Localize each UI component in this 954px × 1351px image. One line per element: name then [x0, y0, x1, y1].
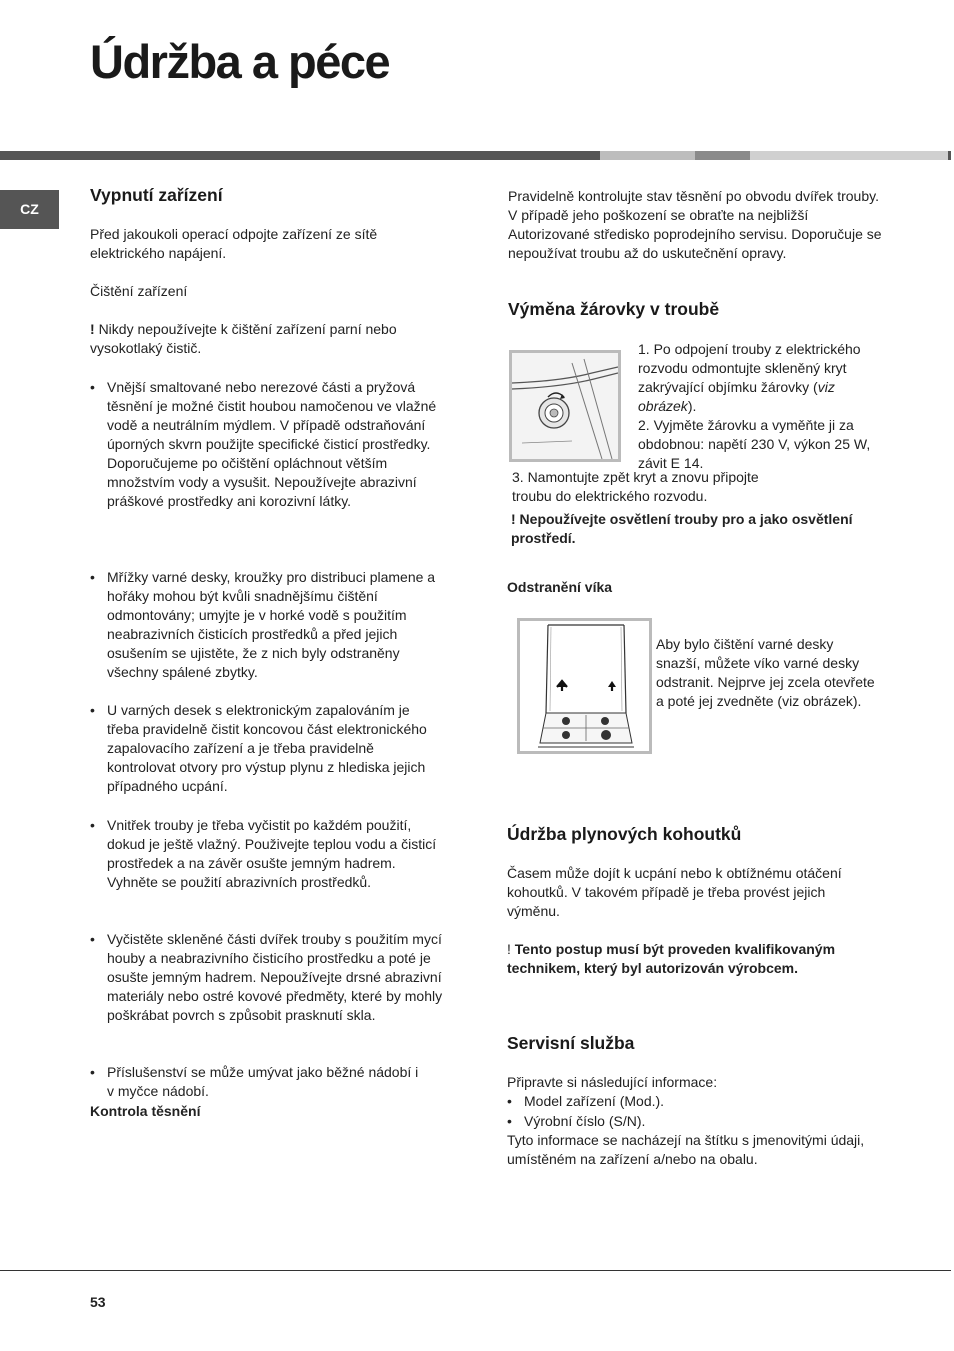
heading-gas-taps: Údržba plynových kohoutků — [507, 824, 742, 844]
header-bar-end — [948, 151, 951, 160]
list-item: • Vnější smaltované nebo nerezové části a pryžová těsnění je možné čistit houbou namočenou ve vlažné vodě a neutrálním mýdlem. V případě odstraňování úporných skvrn použijte specifické čisticí prostředky. Doporučujeme po očištění opláchnout větším množstvím vody a vysušit. Nepoužívejte abrazivní práškové prostředky ani korozivní látky. — [90, 379, 437, 509]
warning-steam-text: Nikdy nepoužívejte k čištění zařízení parní nebo vysokotlaký čistič. — [90, 321, 397, 356]
cooktop-lid-figure — [517, 618, 652, 754]
list-item: • Model zařízení (Mod.). — [507, 1093, 665, 1109]
cooktop-lid-illustration — [520, 621, 649, 751]
list-item: • Mřížky varné desky, kroužky pro distribuci plamene a hořáky mohou být kvůli snadnějšímu čištění odmontovány; umyjte je v horké vodě s použitím neabrazivních čisticích prostředků a před jejich osušením se ujistěte, že z nich byly odstraněny všechny spálené zbytky. — [90, 569, 436, 680]
oven-lamp-illustration — [512, 353, 618, 459]
footer-divider — [0, 1270, 951, 1271]
list-item: • Vnitřek trouby je třeba vyčistit po každém použití, dokud je ještě vlažný. Použivejte teplou vodu a čisticí prostředek a na závěr osušte jemným hadrem. Vyhněte se použití abrazivních prostředků. — [90, 817, 437, 890]
gas-warning-mark: ! — [507, 941, 511, 957]
bullet-icon: • — [90, 379, 95, 395]
service-outro: Tyto informace se nacházejí na štítku s jmenovitými údaji, umístěném na zařízení a/nebo na obalu. — [507, 1132, 865, 1167]
lid-removal-text: Aby bylo čištění varné desky snazší, můžete víko varné desky odstranit. Nejprve jej zcela otevřete a poté jej zvedněte (viz obrázek). — [656, 636, 875, 709]
oven-lamp-figure — [509, 350, 621, 462]
header-bar-light — [600, 151, 695, 160]
warning-mark: ! — [90, 321, 95, 337]
heading-bulb: Výměna žárovky v troubě — [508, 299, 720, 319]
bulb-step-3: 3. Namontujte zpět kryt a znovu připojte troubu do elektrického rozvodu. — [512, 469, 759, 504]
label-lid-removal: Odstranění víka — [507, 579, 613, 595]
service-intro: Připravte si následující informace: — [507, 1074, 718, 1090]
bullet-icon: • — [90, 569, 95, 585]
bulb-step-2: 2. Vyjměte žárovku a vyměňte ji za obdobnou: napětí 230 V, výkon 25 W, závit E 14. — [638, 417, 871, 471]
bullet-icon: • — [507, 1113, 512, 1129]
bullet-icon: • — [90, 1064, 95, 1080]
paragraph-gas-taps: Časem může dojít k ucpání nebo k obtížnému otáčení kohoutků. V takovém případě je třeba provést jejich výměnu. — [507, 865, 842, 919]
paragraph-power-off: Před jakoukoli operací odpojte zařízení ze sítě elektrického napájení. — [90, 226, 378, 261]
gas-warning — [507, 940, 885, 978]
header-bar-dark — [0, 151, 600, 160]
paragraph-seal: Pravidelně kontrolujte stav těsnění po obvodu dvířek trouby. V případě jeho poškození se obraťte na nejbližší Autorizované středisko poprodejního servisu. Doporučuje se nepoužívat troubu až do uskutečnění opravy. — [508, 188, 882, 261]
bullet-icon: • — [90, 931, 95, 947]
list-item: • U varných desek s elektronickým zapalováním je třeba pravidelně čistit koncovou část elektronického zapalovacího zařízení a je třeba pravidelně kontrolovat otvory pro výstup plynu z hlediska jejich případného ucpání. — [90, 702, 427, 794]
bulb-step-1: 1. Po odpojení trouby z elektrického rozvodu odmontujte skleněný kryt zakrývající objímku žárovky (viz obrázek). — [638, 341, 861, 414]
page-title: Údržba a péce — [90, 35, 390, 88]
header-bar-mid — [695, 151, 750, 160]
heading-service: Servisní služba — [507, 1033, 635, 1053]
heading-power-off: Vypnutí zařízení — [90, 185, 223, 205]
header-bar-lightest — [750, 151, 948, 160]
label-seal-check: Kontrola těsnění — [90, 1103, 201, 1119]
page-number: 53 — [90, 1294, 106, 1310]
bullet-icon: • — [90, 702, 95, 718]
bulb-warning: ! Nepoužívejte osvětlení trouby pro a jako osvětlení prostředí. — [511, 511, 853, 546]
list-item: • Vyčistěte skleněné části dvířek trouby s použitím mycí houby a neabrazivního čisticího prostředku a poté je osušte jemným hadrem. Nepoužívejte drsné abrazivní materiály nebo ostré kovové předměty, které by mohly poškrábat povrch s způsobit prasknutí skla. — [90, 931, 443, 1023]
gas-warning-text: Tento postup musí být proveden kvalifikovaným technikem, který byl autorizován výrobcem. — [507, 941, 836, 976]
list-item: • Příslušenství se může umývat jako běžné nádobí i v myčce nádobí. — [90, 1064, 419, 1099]
language-tab: CZ — [0, 190, 59, 229]
label-cleaning: Čištění zařízení — [90, 283, 188, 299]
list-item: • Výrobní číslo (S/N). — [507, 1113, 646, 1129]
bullet-icon: • — [507, 1093, 512, 1109]
bullet-icon: • — [90, 817, 95, 833]
warning-steam — [90, 320, 440, 358]
